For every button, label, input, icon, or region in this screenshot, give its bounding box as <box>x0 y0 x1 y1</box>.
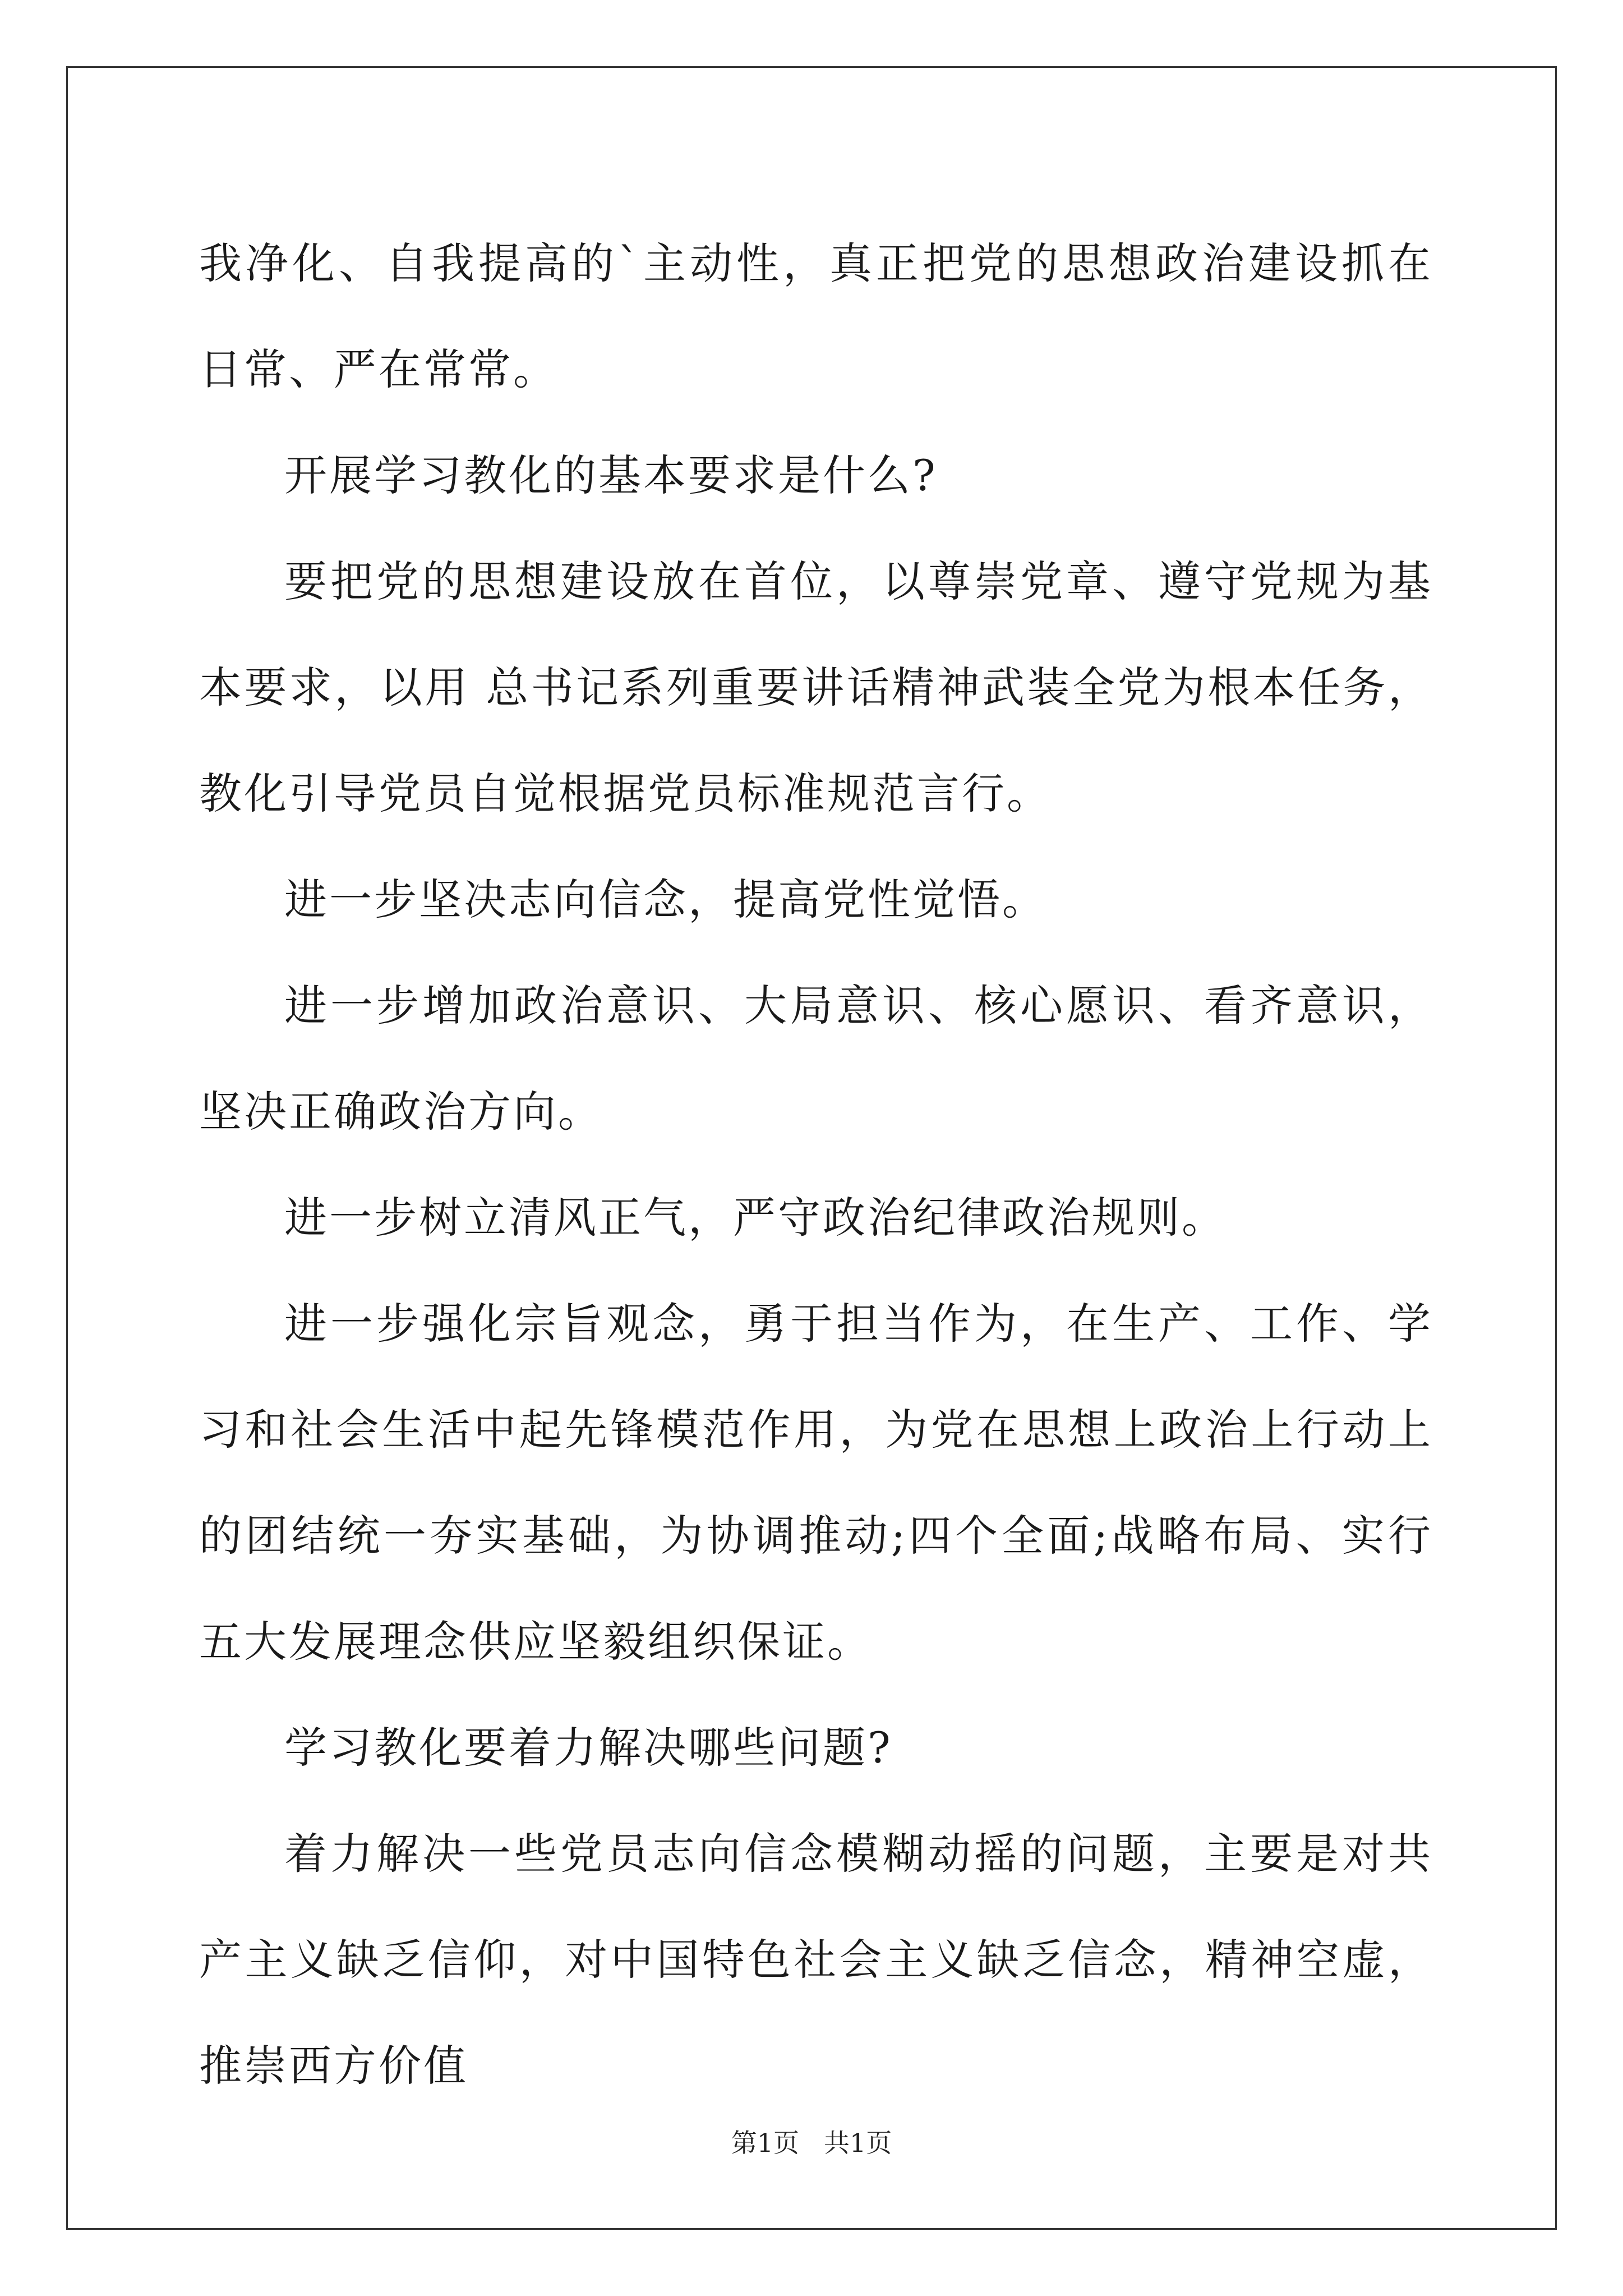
paragraph: 进一步坚决志向信念，提高党性觉悟。 <box>284 875 1047 924</box>
document-body <box>199 210 1433 2119</box>
paragraph: 开展学习教化的基本要求是什么? <box>284 450 938 500</box>
paragraph: 进一步强化宗旨观念，勇于担当作为，在生产、工作、学习和社会生活中起先锋模范作用，为党在思想上政治上行动上的团结统一夯实基础，为协调推动;四个全面;战略布局、实行五大发展理念供应坚毅组织保证。 <box>199 1299 1433 1667</box>
paragraph: 要把党的思想建设放在首位，以尊崇党章、遵守党规为基本要求，以用 总书记系列重要讲话精神武装全党为根本任务，教化引导党员自觉根据党员标准规范言行。 <box>199 556 1433 818</box>
page-footer <box>0 2126 1623 2160</box>
footer-spacer <box>799 2128 824 2158</box>
page-number: 第1页 <box>731 2128 800 2158</box>
paragraph: 进一步增加政治意识、大局意识、核心愿识、看齐意识，坚决正确政治方向。 <box>199 981 1433 1137</box>
page-total: 共1页 <box>823 2128 892 2158</box>
paragraph: 着力解决一些党员志向信念模糊动摇的问题，主要是对共产主义缺乏信仰，对中国特色社会主义缺乏信念，精神空虚，推崇西方价值 <box>199 1829 1433 2091</box>
paragraph: 我净化、自我提高的`主动性，真正把党的思想政治建设抓在日常、严在常常。 <box>199 238 1433 394</box>
paragraph: 进一步树立清风正气，严守政治纪律政治规则。 <box>284 1193 1227 1243</box>
paragraph: 学习教化要着力解决哪些问题? <box>284 1723 893 1773</box>
